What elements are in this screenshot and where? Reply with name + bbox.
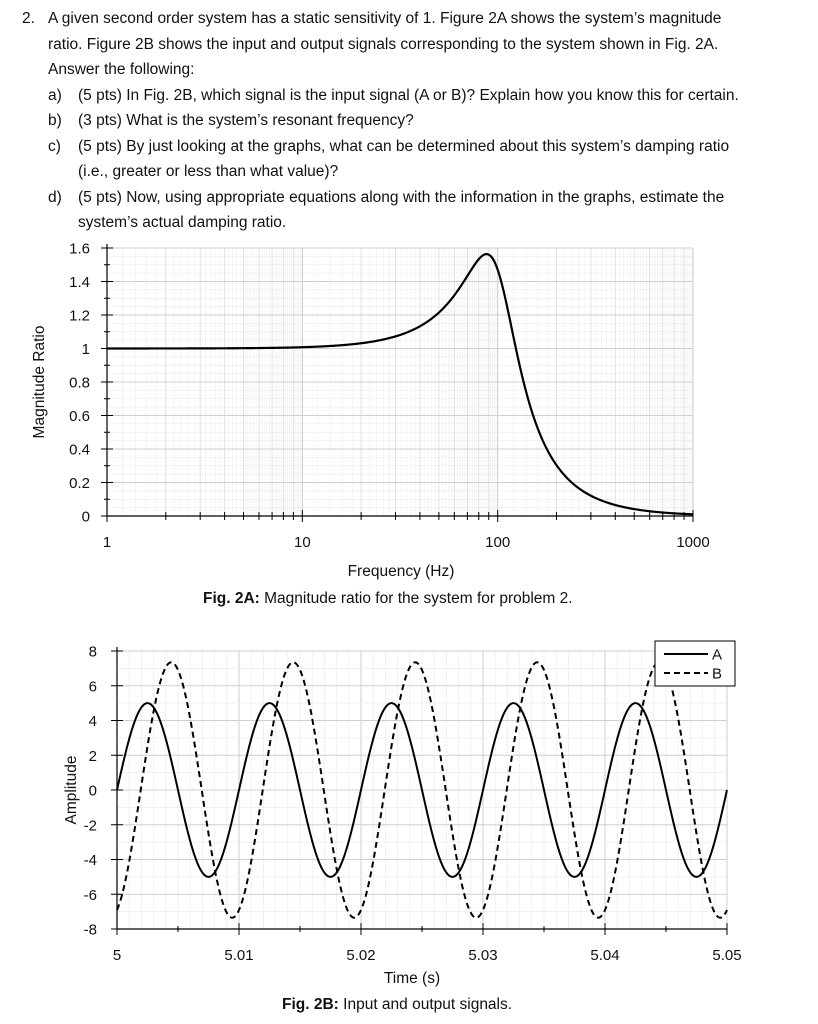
y-tick-label: 0.6 (69, 408, 90, 425)
y-axis-label: Magnitude Ratio (31, 325, 48, 439)
part-letter: a) (48, 86, 62, 104)
magnitude-ratio-chart (0, 236, 818, 588)
intro-line: Answer the following: (48, 61, 195, 78)
part-line: (5 pts) Now, using appropriate equations along with the information in the graphs, estimate the (78, 188, 725, 206)
y-tick-label: -8 (83, 921, 97, 939)
caption-label: Fig. 2B: (282, 996, 339, 1013)
signals-chart (0, 636, 818, 988)
x-tick-label: 5.04 (590, 947, 620, 964)
x-tick-label: 5 (112, 947, 122, 964)
part-d (22, 185, 802, 236)
part-line: system’s actual damping ratio. (78, 214, 287, 231)
y-tick-label: 1.2 (69, 307, 90, 325)
caption-text: Input and output signals. (338, 996, 513, 1013)
x-tick-label: 5.05 (712, 947, 742, 964)
intro-line: ratio. Figure 2B shows the input and output signals corresponding to the system shown in Fig. 2A. (48, 35, 719, 53)
y-tick-label: 1 (81, 341, 90, 358)
legend-label-A: A (712, 646, 723, 664)
y-tick-label: 0.8 (69, 374, 90, 392)
x-tick-label: 1000 (676, 534, 710, 551)
part-letter: c) (48, 137, 61, 155)
problem-number: 2. (22, 10, 35, 27)
x-tick-label: 5.01 (224, 947, 254, 964)
part-line: (5 pts) By just looking at the graphs, what can be determined about this system’s damping ratio (78, 137, 730, 155)
y-tick-label: 0 (88, 782, 97, 800)
problem-intro (22, 6, 802, 83)
y-tick-label: 6 (88, 678, 97, 696)
y-tick-label: 2 (88, 747, 97, 765)
legend-label-B: B (712, 665, 723, 683)
x-axis-label: Frequency (Hz) (347, 563, 455, 580)
y-axis-label: Amplitude (63, 755, 80, 825)
x-tick-label: 10 (293, 534, 311, 551)
part-letter: b) (48, 112, 62, 129)
y-tick-label: 0.2 (69, 475, 90, 492)
y-tick-label: -2 (83, 817, 97, 835)
problem-2 (22, 6, 802, 236)
fig-2a-caption (203, 590, 573, 608)
part-line: (5 pts) In Fig. 2B, which signal is the input signal (A or B)? Explain how you know this for certain. (78, 86, 739, 104)
intro-line: A given second order system has a static sensitivity of 1. Figure 2A shows the system’s magnitude (48, 10, 722, 27)
part-line: (3 pts) What is the system’s resonant frequency? (78, 112, 414, 129)
y-tick-label: -4 (83, 852, 97, 869)
x-tick-label: 5.03 (468, 947, 498, 964)
x-axis-label: Time (s) (383, 970, 441, 987)
caption-text: Magnitude ratio for the system for problem 2. (259, 590, 573, 607)
caption-label: Fig. 2A: (203, 590, 260, 607)
part-c (22, 134, 802, 185)
x-tick-label: 5.02 (346, 947, 376, 964)
y-tick-label: -6 (83, 886, 97, 904)
part-letter: d) (48, 188, 62, 206)
x-tick-label: 100 (485, 534, 511, 551)
legend-box (655, 641, 735, 686)
y-tick-label: 0 (81, 508, 90, 526)
fig-2b-caption (282, 996, 512, 1014)
y-tick-label: 4 (88, 713, 97, 730)
y-tick-label: 1.6 (69, 240, 90, 258)
y-tick-label: 0.4 (69, 441, 90, 459)
part-a (22, 83, 802, 109)
part-line: (i.e., greater or less than what value)? (78, 163, 339, 180)
magnitude-curve (107, 254, 693, 514)
part-b (22, 108, 802, 134)
y-tick-label: 1.4 (69, 274, 90, 291)
x-tick-label: 1 (102, 534, 112, 551)
y-tick-label: 8 (88, 643, 97, 661)
